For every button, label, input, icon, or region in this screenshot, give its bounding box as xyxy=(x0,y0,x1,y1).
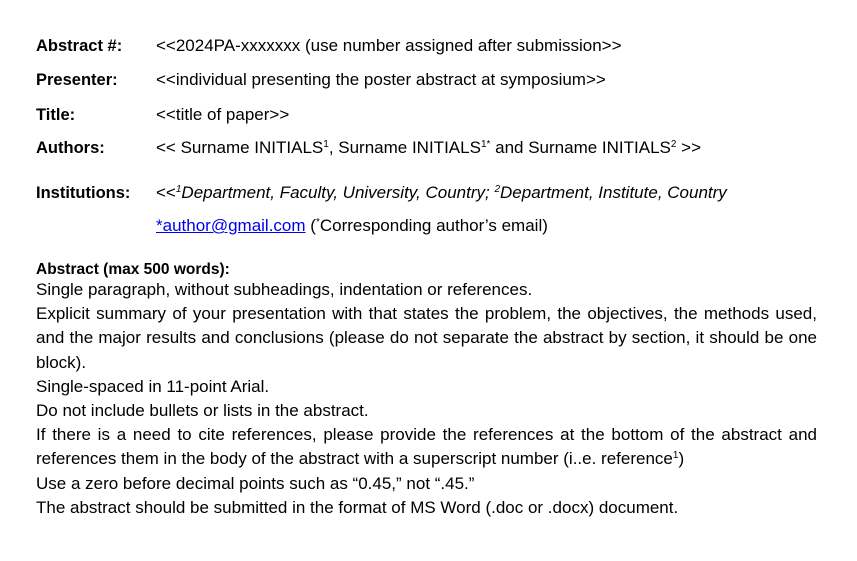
institutions-label: Institutions: xyxy=(36,184,131,202)
title-value: <<title of paper>> xyxy=(156,105,290,124)
presenter-row xyxy=(36,69,817,91)
institutions-value xyxy=(156,182,817,204)
authors-sup-2: 1* xyxy=(480,139,491,150)
institutions-sup-2: 2 xyxy=(494,184,501,195)
authors-sup-3: 2 xyxy=(670,139,677,150)
authors-row xyxy=(36,137,817,159)
abstract-line-4: Do not include bullets or lists in the abstract. xyxy=(36,401,369,421)
title-row xyxy=(36,104,817,126)
abstract-number-value: <<2024PA-xxxxxxx (use number assigned after submission>> xyxy=(156,36,622,55)
institutions-row xyxy=(36,182,817,204)
institutions-prefix: << xyxy=(156,183,176,202)
abstract-line-6: Use a zero before decimal points such as “0.45,” not “.45.” xyxy=(36,473,475,493)
institution-2: Department, Institute, Country xyxy=(500,183,727,202)
authors-part-1: << Surname INITIALS xyxy=(156,138,324,157)
email-value xyxy=(156,215,817,237)
title-label: Title: xyxy=(36,106,76,124)
abstract-line-5-sup: 1 xyxy=(672,450,679,462)
email-note-open: ( xyxy=(305,216,316,235)
email-row xyxy=(36,215,817,237)
abstract-line-7: The abstract should be submitted in the format of MS Word (.doc or .docx) document. xyxy=(36,497,679,517)
abstract-line-5-text: If there is a need to cite references, please provide the references at the bottom of the abstract and references them in the body of the abstract with a superscript number (i..e. reference xyxy=(36,425,817,469)
authors-part-2: , Surname INITIALS xyxy=(328,138,481,157)
author-email-link[interactable]: *author@gmail.com xyxy=(156,216,306,235)
email-note-text: Corresponding author’s email) xyxy=(319,216,548,235)
authors-part-4: >> xyxy=(676,138,702,157)
institution-1: Department, Faculty, University, Country; xyxy=(181,183,495,202)
email-label-spacer xyxy=(36,215,156,237)
presenter-value: <<individual presenting the poster abstract at symposium>> xyxy=(156,70,606,89)
abstract-heading: Abstract (max 500 words): xyxy=(36,261,230,278)
abstract-line-5-end: ) xyxy=(678,449,685,469)
authors-value xyxy=(156,137,817,159)
authors-part-3: and Surname INITIALS xyxy=(490,138,671,157)
presenter-label: Presenter: xyxy=(36,71,118,89)
abstract-body xyxy=(36,278,817,520)
email-note-sup: * xyxy=(315,217,320,228)
abstract-line-3: Single-spaced in 11-point Arial. xyxy=(36,376,270,396)
abstract-line-2: Explicit summary of your presentation with that states the problem, the objectives, the methods used, and the major results and conclusions (please do not separate the abstract by section, it should be one block). xyxy=(36,304,817,372)
abstract-line-1: Single paragraph, without subheadings, indentation or references. xyxy=(36,280,533,299)
authors-sup-1: 1 xyxy=(323,139,329,150)
abstract-line-5 xyxy=(36,423,817,471)
institutions-sup-1: 1 xyxy=(175,184,182,195)
authors-label: Authors: xyxy=(36,139,105,157)
abstract-number-label: Abstract #: xyxy=(36,37,123,55)
abstract-number-row xyxy=(36,35,817,57)
